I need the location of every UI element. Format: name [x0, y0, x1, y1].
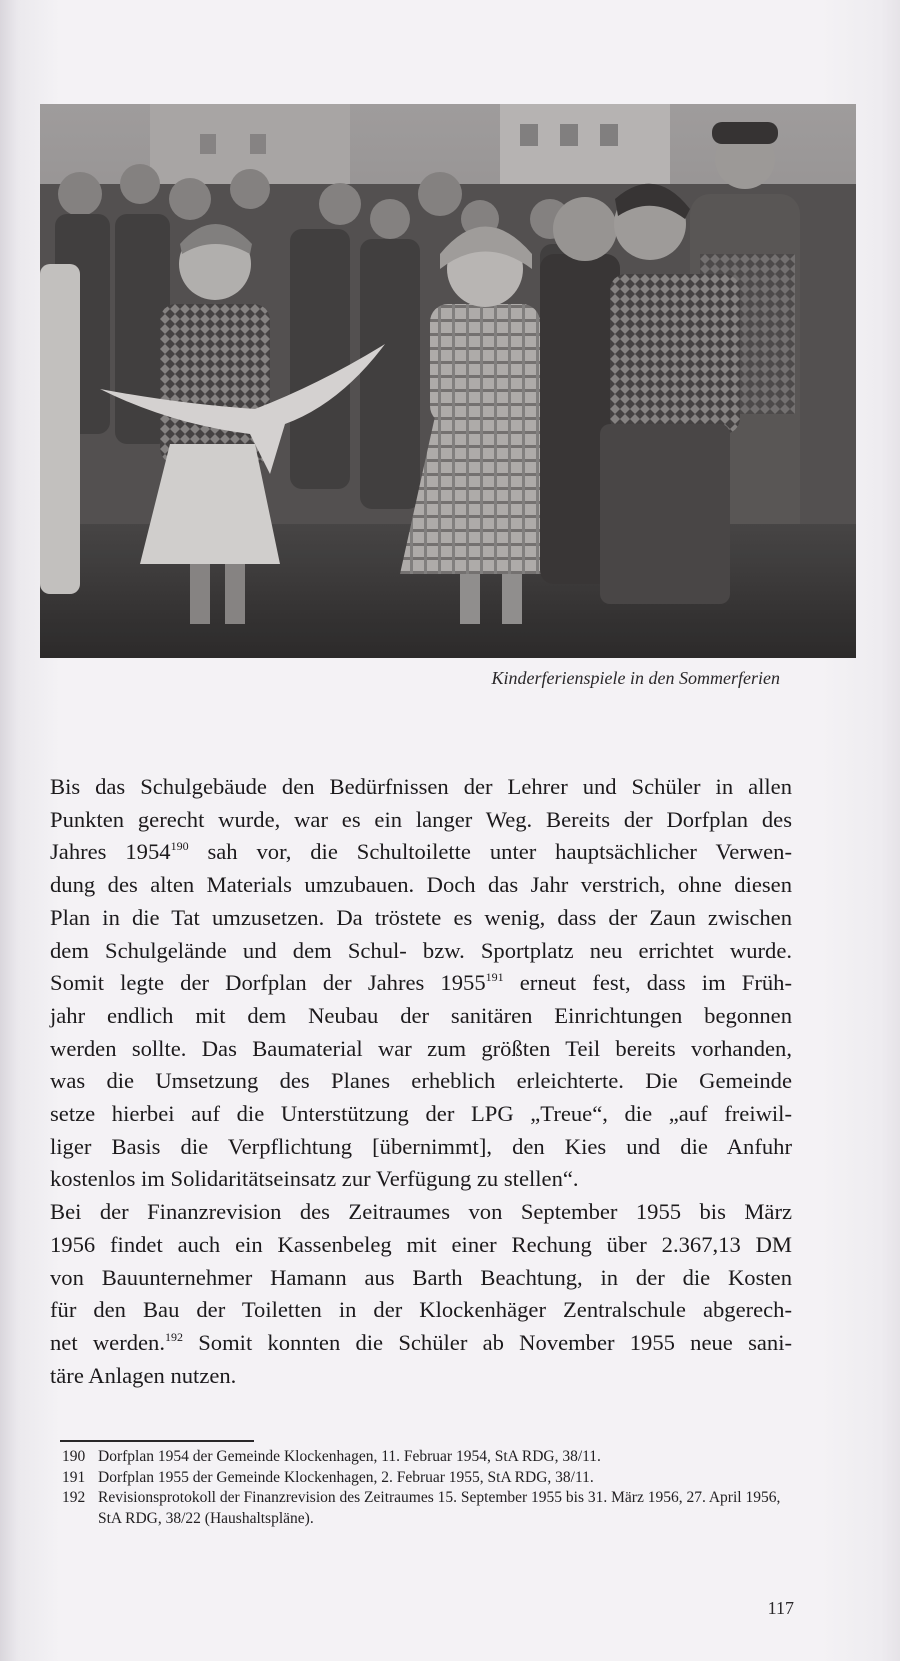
footnote	[62, 1447, 802, 1468]
text-line: 1956 findet auch ein Kassenbeleg mit einer Rechung über 2.367,13 DM	[50, 1231, 792, 1257]
text-line: Punkten gerecht wurde, war es ein langer Weg. Bereits der Dorfplan des	[50, 806, 792, 832]
main-text	[50, 771, 792, 1392]
footnote	[62, 1468, 802, 1489]
text-line: liger Basis die Verpflichtung [übernimmt], den Kies und die Anfuhr	[50, 1133, 792, 1159]
footnote-text: Dorfplan 1954 der Gemeinde Klockenhagen, 11. Februar 1954, StA RDG, 38/11.	[98, 1448, 601, 1465]
text-line: für den Bau der Toiletten in der Klockenhäger Zentralschule abgerech-	[50, 1297, 792, 1323]
footnote-text: Revisionsprotokoll der Finanzrevision des Zeitraumes 15. September 1955 bis 31. März 1956, 27. April 1956, StA RDG, 38/22 (Haushaltspläne).	[98, 1489, 781, 1527]
footnote-number: 192	[62, 1489, 86, 1506]
footnote	[62, 1488, 802, 1529]
text-line: Somit legte der Dorfplan der Jahres 1955$^{191}$ erneut fest, dass im Früh-	[50, 970, 792, 996]
text-line: Bis das Schulgebäude den Bedürfnissen der Lehrer und Schüler in allen	[50, 774, 792, 799]
photo-caption: Kinderferienspiele in den Sommerferien	[491, 668, 780, 688]
text-line: net werden.$^{192}$ Somit konnten die Schüler ab November 1955 neue sani-	[50, 1329, 792, 1355]
text-line: Plan in die Tat umzusetzen. Da tröstete es wenig, dass der Zaun zwischen	[50, 904, 792, 930]
page-number: 117	[767, 1598, 794, 1618]
footnote-number: 190	[62, 1448, 86, 1465]
footnote-number: 191	[62, 1468, 86, 1486]
children-photo	[40, 104, 856, 658]
footnote-ref[interactable]: 190	[170, 839, 189, 854]
text-line: dung des alten Materials umzubauen. Doch das Jahr verstrich, ohne diesen	[50, 872, 792, 898]
text-line: Jahres 1954$^{190}$ sah vor, die Schultoilette unter hauptsächlicher Verwen-	[50, 839, 792, 865]
footnote-ref[interactable]: 191	[485, 970, 504, 985]
text-line: setze hierbei auf die Unterstützung der LPG „Treue“, die „auf freiwil-	[50, 1101, 792, 1127]
text-line: werden sollte. Das Baumaterial war zum größten Teil bereits vorhanden,	[50, 1035, 792, 1061]
footnotes	[62, 1447, 802, 1529]
text-line: dem Schulgelände und dem Schul- bzw. Sportplatz neu errichtet wurde.	[50, 937, 792, 963]
footnote-text: Dorfplan 1955 der Gemeinde Klockenhagen, 2. Februar 1955, StA RDG, 38/11.	[98, 1468, 594, 1486]
footnote-divider	[60, 1440, 254, 1442]
text-line: Bei der Finanzrevision des Zeitraumes von September 1955 bis März	[50, 1199, 792, 1225]
footnote-ref[interactable]: 192	[164, 1329, 183, 1344]
text-line: kostenlos im Solidaritätseinsatz zur Verfügung zu stellen“.	[50, 1166, 579, 1192]
text-line: täre Anlagen nutzen.	[50, 1362, 237, 1388]
text-line: jahr endlich mit dem Neubau der sanitären Einrichtungen begonnen	[50, 1002, 792, 1028]
text-line: von Bauunternehmer Hamann aus Barth Beachtung, in der die Kosten	[50, 1264, 792, 1290]
text-line: was die Umsetzung des Planes erheblich erleichterte. Die Gemeinde	[50, 1068, 792, 1094]
